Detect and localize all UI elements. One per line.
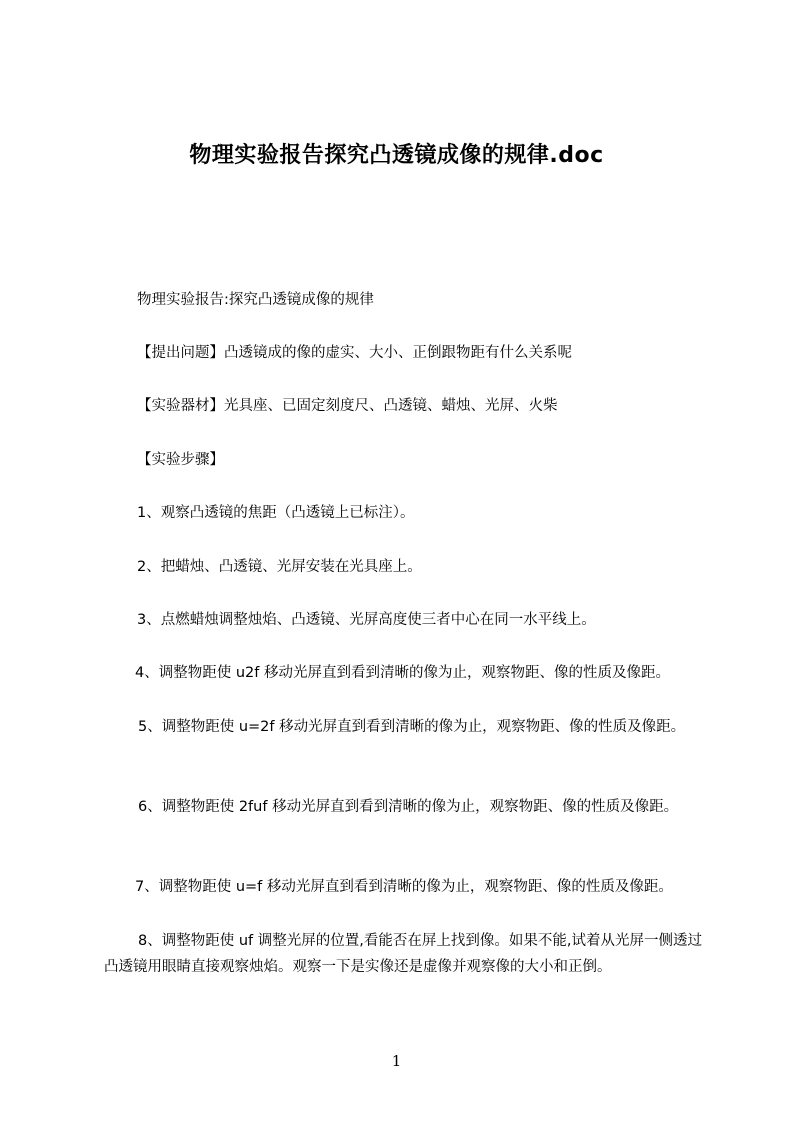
- step-1: 1、观察凸透镜的焦距（凸透镜上已标注）。: [137, 505, 415, 521]
- step-7: 7、调整物距使 u=f 移动光屏直到看到清晰的像为止，观察物距、像的性质及像距。: [135, 879, 673, 895]
- step-3: 3、点燃蜡烛调整烛焰、凸透镜、光屏高度使三者中心在同一水平线上。: [137, 612, 596, 628]
- equipment-paragraph: 【实验器材】光具座、已固定刻度尺、凸透镜、蜡烛、光屏、火柴: [137, 398, 558, 414]
- document-title: 物理实验报告探究凸透镜成像的规律.doc: [189, 143, 604, 168]
- step-6: 6、调整物距使 2fuf 移动光屏直到看到清晰的像为止，观察物距、像的性质及像距。: [138, 799, 679, 815]
- report-subtitle: 物理实验报告:探究凸透镜成像的规律: [137, 292, 374, 308]
- page-number: 1: [391, 1052, 402, 1070]
- question-paragraph: 【提出问题】凸透镜成的像的虚实、大小、正倒跟物距有什么关系呢: [137, 345, 572, 361]
- step-8: 8、调整物距使 uf 调整光屏的位置,看能否在屏上找到像。如果不能,试着从光屏一侧透过凸透镜用眼睛直接观察烛焰。观察一下是实像还是虚像并观察像的大小和正倒。: [104, 933, 702, 975]
- steps-heading: 【实验步骤】: [137, 452, 224, 468]
- step-2: 2、把蜡烛、凸透镜、光屏安装在光具座上。: [137, 559, 422, 575]
- step-4: 4、调整物距使 u2f 移动光屏直到看到清晰的像为止，观察物距、像的性质及像距。: [135, 665, 670, 681]
- step-5: 5、调整物距使 u=2f 移动光屏直到看到清晰的像为止，观察物距、像的性质及像距。: [138, 719, 686, 735]
